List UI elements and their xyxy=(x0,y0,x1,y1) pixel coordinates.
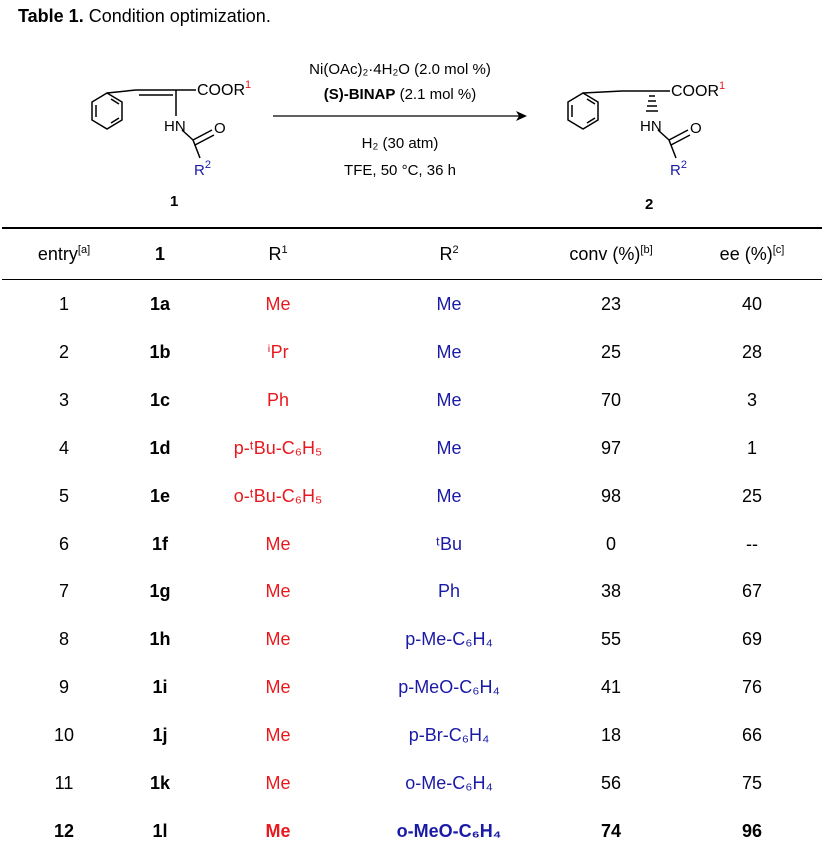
cell-r1: Me xyxy=(265,725,291,745)
cell-entry: 6 xyxy=(58,534,70,554)
cell-conv: 18 xyxy=(600,725,622,745)
cell-substrate: 1c xyxy=(149,390,171,410)
cell-ee: 75 xyxy=(741,773,763,793)
cell-substrate: 1j xyxy=(152,725,168,745)
cell-entry: 11 xyxy=(54,773,74,793)
cell-conv: 70 xyxy=(600,390,622,410)
substrate-structure xyxy=(92,90,214,158)
cell-conv: 0 xyxy=(605,534,617,554)
cell-substrate: 1d xyxy=(149,438,171,458)
cell-conv: 97 xyxy=(600,438,622,458)
cell-substrate: 1g xyxy=(149,581,171,601)
cell-conv: 25 xyxy=(600,342,622,362)
cell-r1: Me xyxy=(265,677,291,697)
header-entry: entry[a] xyxy=(37,244,91,264)
cell-r2: Me xyxy=(436,486,462,506)
cell-entry: 5 xyxy=(58,486,70,506)
cell-substrate: 1e xyxy=(149,486,171,506)
cell-entry: 10 xyxy=(53,725,75,745)
cell-substrate: 1l xyxy=(152,821,168,841)
header-conversion: conv (%)[b] xyxy=(569,244,653,264)
table-header-rule xyxy=(2,279,822,280)
condition-hydrogen: H₂ (30 atm) xyxy=(361,135,439,152)
condition-catalyst: Ni(OAc)₂·4H₂O (2.0 mol %) xyxy=(309,61,491,78)
cell-r2: p-Me-C₆H₄ xyxy=(405,629,493,649)
cell-ee: 1 xyxy=(746,438,758,458)
header-ee: ee (%)[c] xyxy=(719,244,785,264)
header-substrate: 1 xyxy=(154,244,166,264)
caption-label: Table 1. xyxy=(18,6,84,26)
product-structure xyxy=(568,91,690,158)
substrate-compound-label: 1 xyxy=(170,193,179,210)
substrate-o-label: O xyxy=(214,120,226,137)
header-r2: $R^2$ xyxy=(439,244,459,264)
product-compound-label: 2 xyxy=(645,196,654,213)
cell-substrate: 1h xyxy=(149,629,171,649)
cell-ee: 3 xyxy=(746,390,758,410)
cell-r2: Me xyxy=(436,342,462,362)
cell-r1: Me xyxy=(265,629,291,649)
substrate-ester-label: COOR$^1$ xyxy=(197,79,252,99)
cell-conv: 23 xyxy=(600,294,622,314)
header-r1: $R^1$ xyxy=(268,244,288,264)
cell-entry: 8 xyxy=(58,629,70,649)
cell-ee: 67 xyxy=(741,581,763,601)
cell-conv: 56 xyxy=(600,773,622,793)
cell-ee: 96 xyxy=(741,821,763,841)
cell-r2: p-Br-C₆H₄ xyxy=(408,725,490,745)
reaction-scheme xyxy=(0,0,827,215)
cell-r2: o-Me-C₆H₄ xyxy=(405,773,493,793)
substrate-r2-label: $R^2$ xyxy=(194,159,211,179)
cell-r1: Me xyxy=(265,534,291,554)
cell-ee: 66 xyxy=(741,725,763,745)
cell-conv: 74 xyxy=(600,821,622,841)
product-r2-label: $R^2$ xyxy=(670,159,687,179)
cell-ee: 40 xyxy=(741,294,763,314)
cell-substrate: 1f xyxy=(151,534,169,554)
cell-substrate: 1a xyxy=(149,294,171,314)
cell-r1: Me xyxy=(265,773,291,793)
condition-ligand: (S)-BINAP (2.1 mol %) xyxy=(323,86,477,103)
cell-r1: p-ᵗBu-C₆H₅ xyxy=(233,438,323,458)
product-nh-label: HN xyxy=(640,118,662,135)
cell-entry: 1 xyxy=(58,294,70,314)
cell-r2: o-MeO-C₆H₄ xyxy=(396,821,502,841)
cell-r2: Ph xyxy=(437,581,461,601)
caption-text: Condition optimization. xyxy=(88,6,271,26)
cell-ee: -- xyxy=(746,534,758,554)
cell-r1: Me xyxy=(265,581,291,601)
cell-substrate: 1b xyxy=(149,342,171,362)
substrate-nh-label: HN xyxy=(164,118,186,135)
cell-r1: ⁱPr xyxy=(267,342,289,362)
cell-r2: Me xyxy=(436,294,462,314)
condition-solvent-temp-time: TFE, 50 °C, 36 h xyxy=(344,162,456,179)
cell-r1: Ph xyxy=(266,390,290,410)
cell-entry: 4 xyxy=(58,438,70,458)
cell-entry: 3 xyxy=(58,390,70,410)
cell-entry: 9 xyxy=(58,677,70,697)
cell-substrate: 1i xyxy=(152,677,168,697)
cell-r1: o-ᵗBu-C₆H₅ xyxy=(233,486,323,506)
cell-conv: 38 xyxy=(600,581,622,601)
cell-r2: Me xyxy=(436,438,462,458)
cell-entry: 2 xyxy=(58,342,70,362)
cell-r2: Me xyxy=(436,390,462,410)
table-top-rule xyxy=(2,227,822,229)
cell-conv: 55 xyxy=(600,629,622,649)
cell-r2: ᵗBu xyxy=(436,534,462,554)
product-o-label: O xyxy=(690,120,702,137)
cell-r1: Me xyxy=(265,294,291,314)
cell-conv: 98 xyxy=(600,486,622,506)
cell-substrate: 1k xyxy=(149,773,171,793)
cell-entry: 7 xyxy=(58,581,70,601)
product-ester-label: COOR$^1$ xyxy=(671,80,726,100)
cell-ee: 28 xyxy=(741,342,763,362)
cell-r1: Me xyxy=(265,821,291,841)
cell-conv: 41 xyxy=(600,677,622,697)
cell-entry: 12 xyxy=(53,821,75,841)
cell-r2: p-MeO-C₆H₄ xyxy=(398,677,500,697)
cell-ee: 69 xyxy=(741,629,763,649)
cell-ee: 76 xyxy=(741,677,763,697)
cell-ee: 25 xyxy=(741,486,763,506)
